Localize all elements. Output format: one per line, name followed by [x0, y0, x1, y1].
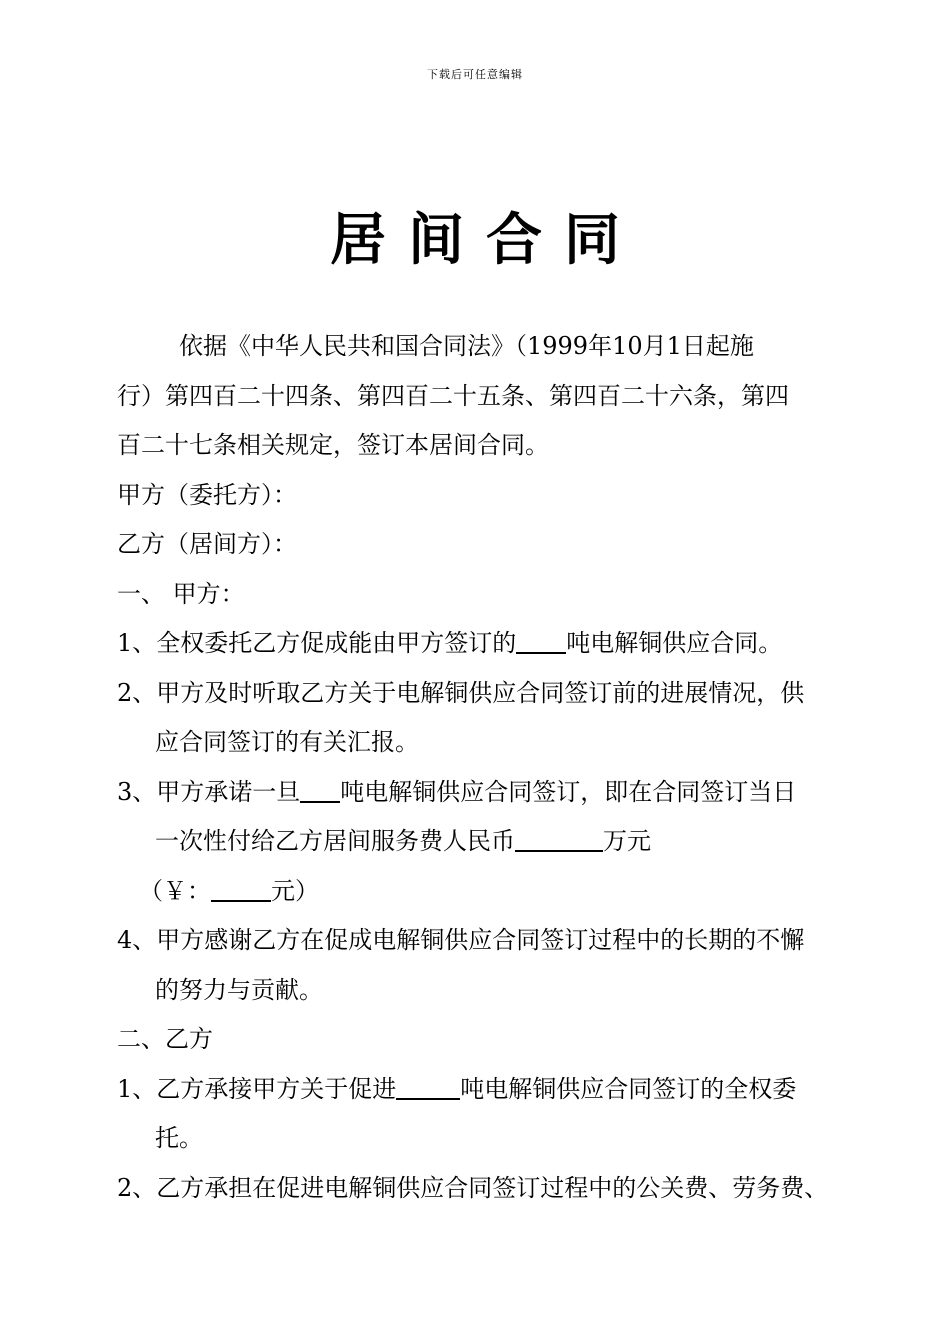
title-char: 间	[408, 207, 464, 273]
clause-1-4: 4、甲方感谢乙方在促成电解铜供应合同签订过程中的长期的不懈	[117, 926, 805, 954]
title-char: 居	[330, 207, 386, 273]
section-1-heading: 一、 甲方：	[117, 579, 245, 608]
clause-text: 1、乙方承接甲方关于促进	[117, 1074, 397, 1103]
intro-line: 百二十七条相关规定，签订本居间合同。	[117, 431, 549, 459]
clause-text: （￥：	[139, 876, 211, 905]
clause-text: 元）	[271, 876, 319, 905]
party-a-label: 甲方（委托方）：	[117, 480, 297, 509]
clause-1-1	[117, 619, 857, 669]
party-b-label: 乙方（居间方）：	[117, 530, 297, 558]
title-char: 同	[564, 207, 620, 273]
clause-text: 1、全权委托乙方促成能由甲方签订的	[117, 629, 517, 657]
clause-1-2: 2、甲方及时听取乙方关于电解铜供应合同签订前的进展情况，供	[117, 678, 805, 707]
clause-text: 吨电解铜供应合同签订，即在合同签订当日	[340, 777, 797, 806]
fill-in-blank	[211, 876, 271, 902]
page-header-note: 下载后可任意编辑	[427, 68, 523, 81]
clause-1-3-cont	[117, 817, 857, 867]
clause-1-4-cont: 的努力与贡献。	[155, 975, 323, 1004]
clause-2-2: 2、乙方承担在促进电解铜供应合同签订过程中的公关费、劳务费、	[117, 1173, 829, 1202]
clause-1-3-amount	[117, 867, 857, 917]
intro-line: 依据《中华人民共和国合同法》（1999年10月1日起施	[179, 332, 754, 360]
fill-in-blank	[516, 628, 566, 654]
fill-in-blank	[515, 826, 603, 852]
clause-text: 3、甲方承诺一旦	[117, 777, 301, 806]
fill-in-blank	[300, 777, 340, 803]
clause-1-2-cont: 应合同签订的有关汇报。	[155, 728, 419, 756]
clause-2-1	[117, 1065, 857, 1115]
clause-2-1-cont: 托。	[155, 1124, 203, 1152]
clause-text: 吨电解铜供应合同签订的全权委	[460, 1074, 797, 1103]
document-title	[0, 196, 950, 276]
clause-text: 万元	[603, 827, 651, 855]
fill-in-blank	[396, 1074, 460, 1100]
clause-1-3	[117, 768, 857, 818]
section-2-heading: 二、乙方	[117, 1025, 213, 1053]
contract-body	[117, 322, 857, 1213]
clause-text: 吨电解铜供应合同。	[566, 629, 783, 657]
clause-text: 一次性付给乙方居间服务费人民币	[155, 827, 515, 855]
intro-line: 行）第四百二十四条、第四百二十五条、第四百二十六条，第四	[117, 381, 789, 410]
title-char: 合	[486, 207, 542, 273]
